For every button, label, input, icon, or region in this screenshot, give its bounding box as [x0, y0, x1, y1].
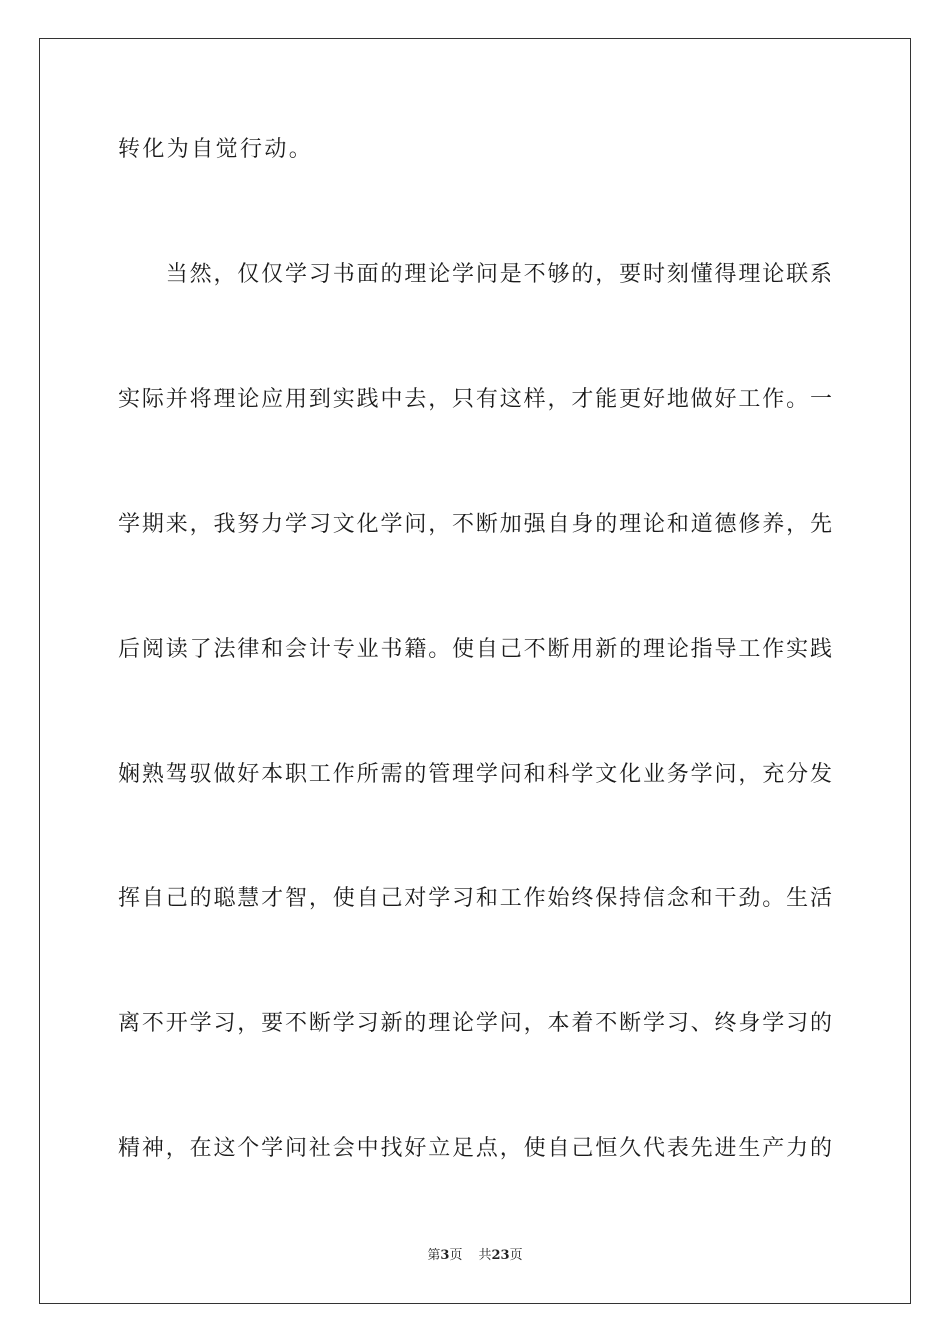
footer-page-prefix: 第 [427, 1248, 441, 1263]
footer-total-prefix: 共 [478, 1248, 492, 1263]
text-line-4: 学期来，我努力学习文化学问，不断加强自身的理论和道德修养，先 [118, 512, 832, 537]
footer-total-pages: 23 [491, 1248, 510, 1263]
text-line-6: 娴熟驾驭做好本职工作所需的管理学问和科学文化业务学问，充分发 [118, 762, 832, 787]
text-line-2: 当然，仅仅学习书面的理论学问是不够的，要时刻懂得理论联系 [118, 262, 832, 287]
text-line-8: 离不开学习，要不断学习新的理论学问，本着不断学习、终身学习的 [118, 1011, 832, 1036]
footer-total-suffix: 页 [509, 1248, 523, 1263]
text-line-7: 挥自己的聪慧才智，使自己对学习和工作始终保持信念和干劲。生活 [118, 886, 832, 911]
text-line-9: 精神，在这个学问社会中找好立足点，使自己恒久代表先进生产力的 [118, 1136, 832, 1161]
page-border [39, 38, 911, 1304]
text-line-3: 实际并将理论应用到实践中去，只有这样，才能更好地做好工作。一 [118, 387, 832, 412]
footer-page-suffix: 页 [449, 1248, 463, 1263]
page-footer [0, 1247, 950, 1265]
text-line-5: 后阅读了法律和会计专业书籍。使自己不断用新的理论指导工作实践 [118, 637, 832, 662]
text-line-1: 转化为自觉行动。 [118, 137, 314, 162]
footer-page-number: 3 [440, 1248, 450, 1263]
